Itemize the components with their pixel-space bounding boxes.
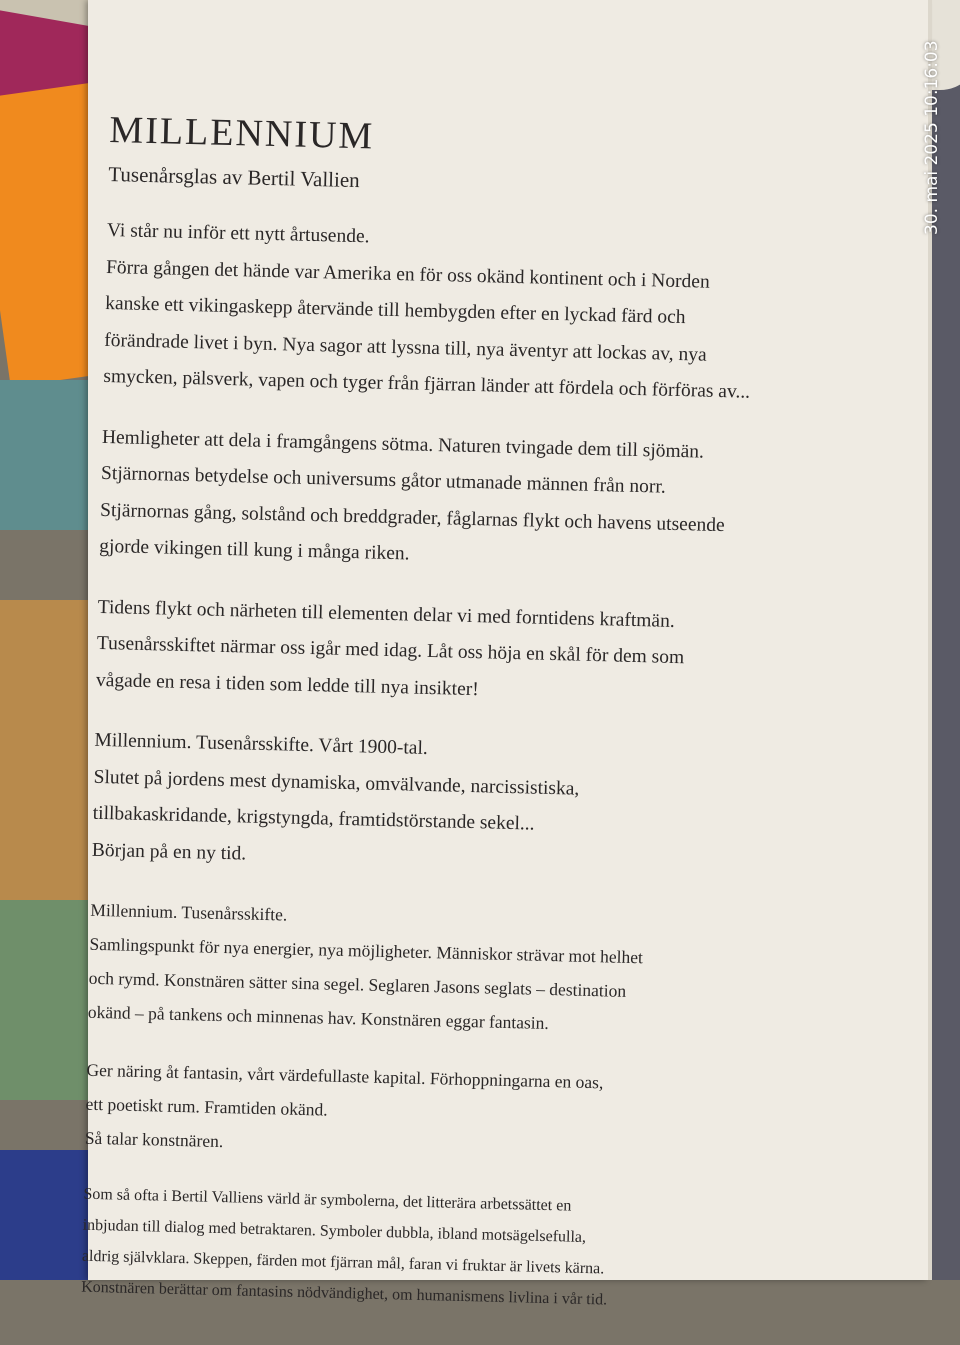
- text-line: Stjärnornas gång, solstånd och breddgrader, fåglarnas flykt och havens utseende: [99, 499, 725, 536]
- text-line: Stjärnornas betydelse och universums gåtor utmanade männen från norr.: [100, 462, 666, 498]
- text-line: Förra gången det hände var Amerika en för oss okänd kontinent och i Norden: [105, 256, 710, 293]
- text-line: kanske ett vikingaskepp återvände till hembygden efter en lyckad färd och: [104, 292, 686, 329]
- background-wood-shelf: [0, 600, 100, 930]
- paragraph-3: [96, 589, 858, 717]
- photo-timestamp: 30. mai 2025 10:16:03: [922, 40, 942, 235]
- text-line: Hemligheter att dela i framgångens sötma. Naturen tvingade dem till sjömän.: [101, 426, 705, 463]
- text-line: vågade en resa i tiden som ledde till nya insikter!: [95, 669, 480, 700]
- page-subtitle: Tusenårsglas av Bertil Vallien: [108, 161, 361, 193]
- page-title: MILLENNIUM: [108, 108, 375, 158]
- text-line: Slutet på jordens mest dynamiska, omvälvande, narcissistiska,: [93, 766, 580, 800]
- text-line: Ger näring åt fantasin, vårt värdefullaste kapital. Förhoppningarna en oas,: [86, 1059, 604, 1093]
- text-line: Tusenårsskiftet närmar oss igår med idag. Låt oss höja en skål för dem som: [96, 632, 685, 669]
- paragraph-6: [84, 1053, 846, 1174]
- paragraph-2: [99, 419, 862, 584]
- text-line: inbjudan till dialog med betraktaren. Symboler dubbla, ibland motsägelsefulla,: [82, 1216, 587, 1246]
- text-line: Samlingspunkt för nya energier, nya möjligheter. Människor strävar mot helhet: [89, 933, 644, 968]
- text-line: Som så ofta i Bertil Valliens värld är symbolerna, det litterära arbetssättet en: [83, 1185, 572, 1215]
- text-line: Millennium. Tusenårsskifte. Vårt 1900-tal.: [94, 729, 429, 759]
- text-line: aldrig självklara. Skeppen, färden mot fjärran mål, faran vi fruktar är livets kärna.: [81, 1247, 605, 1278]
- text-line: Millennium. Tusenårsskifte.: [90, 899, 288, 925]
- text-line: Början på en ny tid.: [91, 839, 247, 865]
- text-line: förändrade livet i byn. Nya sagor att lyssna till, nya äventyr att lockas av, nya: [104, 329, 707, 366]
- paragraph-7: [81, 1179, 844, 1322]
- text-line: okänd – på tankens och minnenas hav. Konstnären eggar fantasin.: [87, 1001, 550, 1033]
- text-line: Tidens flykt och närheten till elementen delar vi med forntidens kraftmän.: [97, 596, 675, 632]
- document-text: [80, 108, 870, 1345]
- background-green-book: [0, 900, 100, 1100]
- text-line: Så talar konstnären.: [84, 1127, 224, 1152]
- paragraph-4: [91, 723, 854, 888]
- text-line: Vi står nu inför ett nytt årtusende.: [106, 219, 370, 248]
- text-line: Konstnären berättar om fantasins nödvändighet, om humanismens livlina i vår tid.: [80, 1278, 608, 1309]
- text-line: smycken, pälsverk, vapen och tyger från fjärran länder att fördela och förföras av...: [103, 365, 751, 403]
- text-line: ett poetiskt rum. Framtiden okänd.: [85, 1093, 328, 1120]
- background-teal-object: [0, 380, 100, 530]
- text-line: och rymd. Konstnären sätter sina segel. Seglaren Jasons seglats – destination: [88, 967, 627, 1001]
- paragraph-5: [87, 893, 850, 1048]
- paragraph-1: [103, 213, 867, 414]
- text-line: gjorde vikingen till kung i många riken.: [99, 535, 410, 565]
- text-line: tillbakaskridande, krigstyngda, framtidstörstande sekel...: [92, 802, 535, 835]
